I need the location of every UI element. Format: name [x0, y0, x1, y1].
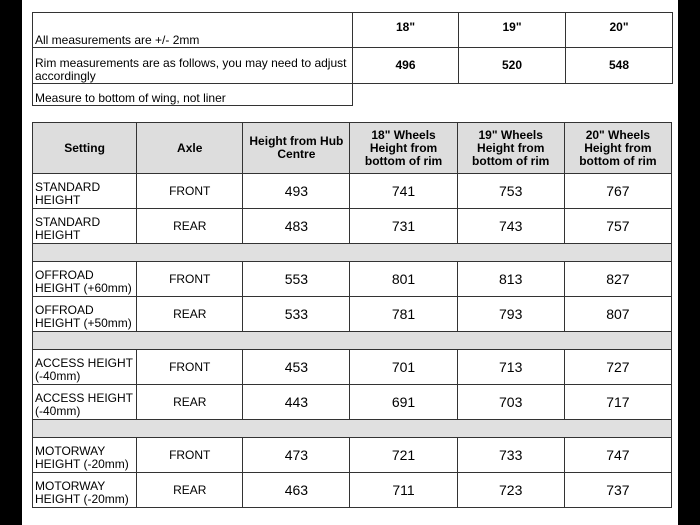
rim-value-20: 548	[566, 48, 673, 84]
w19-cell: 723	[457, 473, 564, 508]
axle-cell: FRONT	[137, 438, 243, 473]
w18-cell: 691	[350, 385, 457, 420]
rim-header-18: 18"	[353, 13, 459, 48]
separator-row	[33, 420, 672, 438]
w18-cell: 801	[350, 262, 457, 297]
rim-header-20: 20"	[566, 13, 673, 48]
table-row	[33, 209, 672, 244]
w18-cell: 741	[350, 174, 457, 209]
separator-row	[33, 244, 672, 262]
hub-cell: 533	[243, 297, 350, 332]
hub-cell: 483	[243, 209, 350, 244]
hub-cell: 493	[243, 174, 350, 209]
table-row	[33, 473, 672, 508]
w19-cell: 753	[457, 174, 564, 209]
w20-cell: 717	[564, 385, 671, 420]
w19-cell: 713	[457, 350, 564, 385]
w18-cell: 781	[350, 297, 457, 332]
axle-cell: REAR	[137, 385, 243, 420]
axle-cell: REAR	[137, 473, 243, 508]
table-row	[33, 385, 672, 420]
measure-note: Measure to bottom of wing, not liner	[33, 84, 353, 106]
w18-cell: 701	[350, 350, 457, 385]
axle-cell: FRONT	[137, 262, 243, 297]
setting-cell: MOTORWAY HEIGHT (-20mm)	[33, 473, 137, 508]
header-axle: Axle	[137, 123, 243, 174]
w19-cell: 813	[457, 262, 564, 297]
table-row	[33, 262, 672, 297]
w18-cell: 711	[350, 473, 457, 508]
w19-cell: 703	[457, 385, 564, 420]
axle-cell: REAR	[137, 209, 243, 244]
setting-cell: ACCESS HEIGHT (-40mm)	[33, 385, 137, 420]
tolerance-note: All measurements are +/- 2mm	[33, 13, 353, 48]
setting-cell: MOTORWAY HEIGHT (-20mm)	[33, 438, 137, 473]
rim-header-19: 19"	[459, 13, 566, 48]
header-19-wheels: 19" Wheels Height from bottom of rim	[457, 123, 564, 174]
rim-note: Rim measurements are as follows, you may need to adjust accordingly	[33, 48, 353, 84]
separator-row	[33, 332, 672, 350]
header-setting: Setting	[33, 123, 137, 174]
setting-cell: OFFROAD HEIGHT (+60mm)	[33, 262, 137, 297]
w20-cell: 727	[564, 350, 671, 385]
setting-cell: STANDARD HEIGHT	[33, 209, 137, 244]
w19-cell: 733	[457, 438, 564, 473]
axle-cell: FRONT	[137, 350, 243, 385]
w20-cell: 747	[564, 438, 671, 473]
w18-cell: 721	[350, 438, 457, 473]
hub-cell: 473	[243, 438, 350, 473]
w20-cell: 757	[564, 209, 671, 244]
axle-cell: FRONT	[137, 174, 243, 209]
header-20-wheels: 20" Wheels Height from bottom of rim	[564, 123, 671, 174]
setting-cell: STANDARD HEIGHT	[33, 174, 137, 209]
setting-cell: OFFROAD HEIGHT (+50mm)	[33, 297, 137, 332]
axle-cell: REAR	[137, 297, 243, 332]
rim-value-18: 496	[353, 48, 459, 84]
w19-cell: 743	[457, 209, 564, 244]
w20-cell: 807	[564, 297, 671, 332]
header-18-wheels: 18" Wheels Height from bottom of rim	[350, 123, 457, 174]
rim-measurement-table	[32, 12, 673, 106]
table-row	[33, 350, 672, 385]
w20-cell: 767	[564, 174, 671, 209]
w19-cell: 793	[457, 297, 564, 332]
hub-cell: 453	[243, 350, 350, 385]
document-page	[22, 0, 678, 525]
setting-cell: ACCESS HEIGHT (-40mm)	[33, 350, 137, 385]
header-hub: Height from Hub Centre	[243, 123, 350, 174]
ride-height-table	[32, 122, 672, 508]
w18-cell: 731	[350, 209, 457, 244]
hub-cell: 553	[243, 262, 350, 297]
hub-cell: 463	[243, 473, 350, 508]
table-row	[33, 438, 672, 473]
w20-cell: 827	[564, 262, 671, 297]
w20-cell: 737	[564, 473, 671, 508]
hub-cell: 443	[243, 385, 350, 420]
table-row	[33, 297, 672, 332]
table-row	[33, 174, 672, 209]
rim-value-19: 520	[459, 48, 566, 84]
